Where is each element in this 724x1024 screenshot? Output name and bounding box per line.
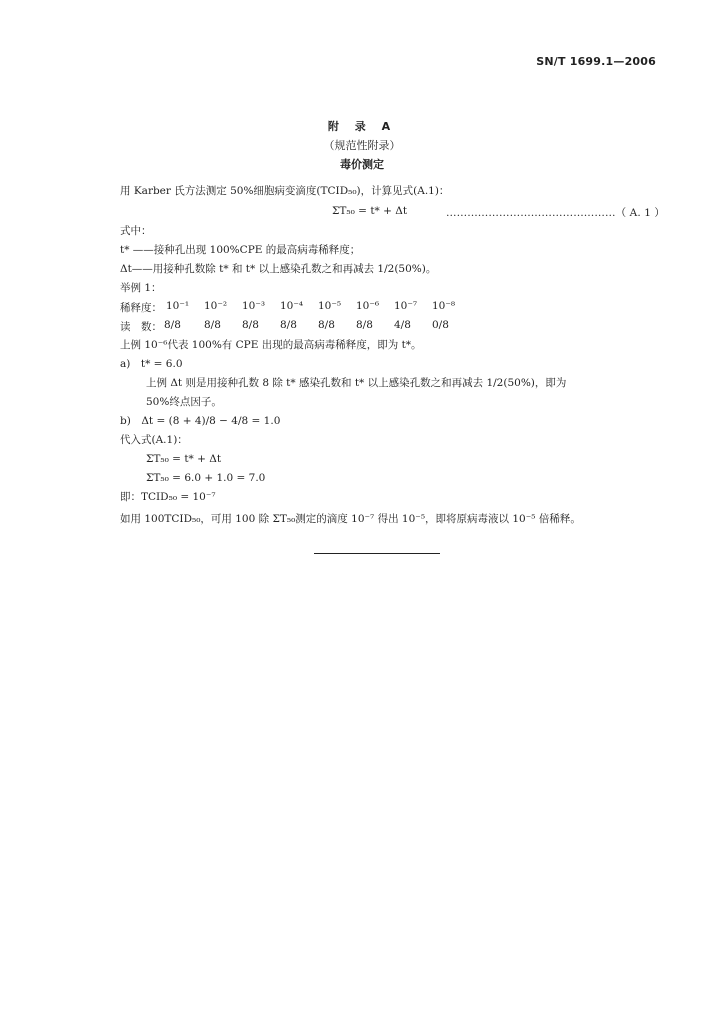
reading-cell: 8/8	[318, 319, 335, 331]
reading-cell: 8/8	[242, 319, 259, 331]
item-a: a) t* = 6.0	[120, 358, 183, 370]
standard-code: SN/T 1699.1—2006	[536, 55, 656, 68]
appendix-subtitle: （规范性附录）	[323, 139, 401, 152]
dilution-cell: 10⁻⁸	[432, 300, 456, 312]
appendix-title: 附 录 A	[327, 120, 397, 133]
reading-cell: 0/8	[432, 319, 449, 331]
final-text: 如用 100TCID₅₀，可用 100 除 ΣT₅₀测定的滴度 10⁻⁷ 得出 10⁻⁵，即将原病毒液以 10⁻⁵ 倍稀释。	[120, 513, 581, 525]
formula-a1: ΣT₅₀ = t* + Δt	[332, 205, 408, 217]
dilution-cell: 10⁻¹	[166, 300, 190, 312]
substitute-label: 代入式(A.1)：	[120, 434, 188, 446]
calc-line-1: ΣT₅₀ = t* + Δt	[146, 453, 222, 465]
appendix-heading: 毒价测定	[340, 158, 384, 171]
reading-row	[120, 319, 640, 333]
dilution-cell: 10⁻²	[204, 300, 228, 312]
item-a-explanation: 上例 Δt 则是用接种孔数 8 除 t* 感染孔数和 t* 以上感染孔数之和再减去 1/2(50%)，即为	[146, 377, 567, 389]
reading-cell: 8/8	[204, 319, 221, 331]
dilution-cell: 10⁻⁴	[280, 300, 304, 312]
dilution-cell: 10⁻³	[242, 300, 266, 312]
dilution-cell: 10⁻⁶	[356, 300, 380, 312]
reading-cell: 8/8	[164, 319, 181, 331]
definition-t: t* ——接种孔出现 100%CPE 的最高病毒稀释度；	[120, 244, 361, 256]
item-b: b) Δt = (8 + 4)/8 − 4/8 = 1.0	[120, 415, 281, 427]
example-label: 举例 1：	[120, 282, 162, 294]
intro-text: 用 Karber 氏方法测定 50%细胞病变滴度(TCID₅₀)，计算见式(A.1)：	[120, 185, 450, 197]
reading-label: 读 数：	[120, 321, 162, 333]
reading-cell: 8/8	[280, 319, 297, 331]
dilution-cell: 10⁻⁵	[318, 300, 342, 312]
reading-cell: 8/8	[356, 319, 373, 331]
definition-delta-t: Δt——用接种孔数除 t* 和 t* 以上感染孔数之和再减去 1/2(50%)。	[120, 263, 437, 275]
formula-ref: …………………………………………（ A. 1 ）	[446, 207, 666, 219]
end-rule	[314, 553, 440, 554]
dilution-cell: 10⁻⁷	[394, 300, 418, 312]
dilution-row	[120, 300, 640, 314]
reading-cell: 4/8	[394, 319, 411, 331]
where-label: 式中：	[120, 225, 152, 237]
item-a-explanation-cont: 50%终点因子。	[146, 396, 222, 408]
dilution-label: 稀释度：	[120, 302, 162, 314]
note-text: 上例 10⁻⁶代表 100%有 CPE 出现的最高病毒稀释度，即为 t*。	[120, 339, 422, 351]
result-line: 即：TCID₅₀ = 10⁻⁷	[120, 491, 216, 503]
calc-line-2: ΣT₅₀ = 6.0 + 1.0 = 7.0	[146, 472, 266, 484]
